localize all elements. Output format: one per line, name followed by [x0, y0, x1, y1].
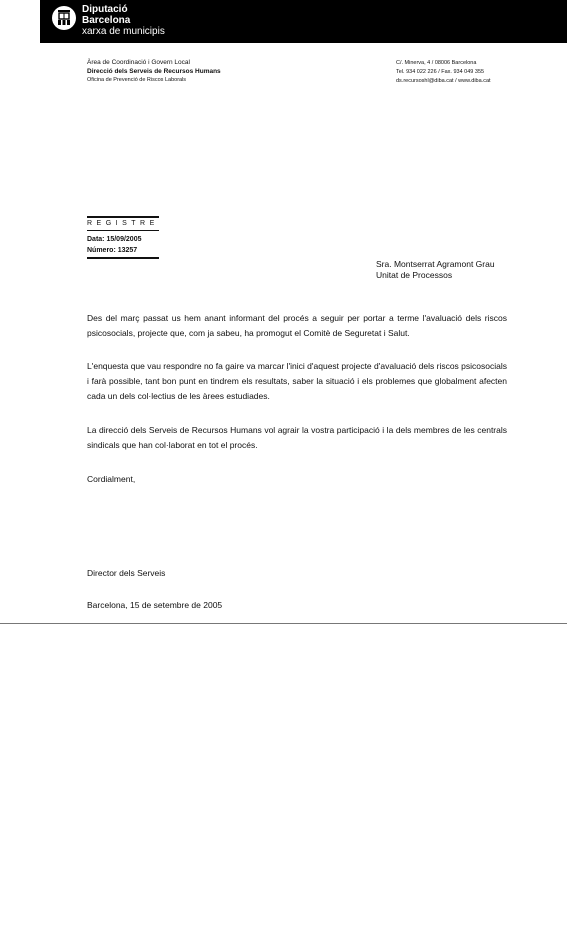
registry-title: REGISTRE — [87, 220, 159, 227]
recipient-block — [376, 259, 495, 281]
closing: Cordialment, — [87, 474, 136, 484]
direction-name: Direcció dels Serveis de Recursos Humans — [87, 68, 221, 75]
brand-line-2: Barcelona — [82, 15, 131, 26]
diputacio-logo-icon — [52, 6, 76, 30]
paragraph-3: La direcció dels Serveis de Recursos Humans vol agrair la vostra participació i la dels membres de les centrals sindicals que han col·laborat en tot el procés. — [87, 425, 507, 450]
area-name: Àrea de Coordinació i Govern Local — [87, 59, 190, 66]
signer-title: Director dels Serveis — [87, 568, 166, 578]
recipient-name: Sra. Montserrat Agramont Grau — [376, 259, 495, 269]
department-block — [87, 58, 221, 85]
registry-mid-rule — [87, 230, 159, 231]
letterhead-banner — [40, 0, 567, 43]
contact-block — [396, 59, 491, 86]
recipient-unit: Unitat de Processos — [376, 270, 453, 280]
registry-stamp — [87, 216, 159, 259]
brand-line-1: Diputació — [82, 4, 128, 15]
office-name: Oficina de Prevenció de Riscos Laborals — [87, 77, 187, 83]
place-date: Barcelona, 15 de setembre de 2005 — [87, 600, 223, 610]
margin-marking — [532, 710, 538, 758]
registry-number: Número: 13257 — [87, 247, 138, 254]
contact-phone: Tel. 934 022 226 / Fax. 934 049 355 — [396, 69, 485, 75]
paragraph-1: Des del març passat us hem anant informant del procés a seguir per portar a terme l'avaluació dels riscos psicosocials, projecte que, com ja sabeu, ha promogut el Comitè de Seguretat i Salut. — [87, 313, 507, 338]
contact-web: ds.recursoshl@diba.cat / www.diba.cat — [396, 78, 491, 84]
registry-bottom-rule — [87, 257, 159, 259]
brand-line-3: xarxa de municipis — [82, 26, 165, 37]
paragraph-2: L'enquesta que vau respondre no fa gaire va marcar l'inici d'aquest projecte d'avaluació dels riscos psicosocials i farà possible, tant bon punt en tindrem els resultats, saber la situació i els problemes que globalment afecten cada un dels col·lectius de les àrees estudiades. — [87, 361, 507, 401]
registry-date: Data: 15/09/2005 — [87, 236, 142, 243]
contact-address: C/. Minerva, 4 / 08006 Barcelona — [396, 60, 477, 66]
brand-name — [82, 4, 165, 37]
page-divider — [0, 623, 567, 624]
